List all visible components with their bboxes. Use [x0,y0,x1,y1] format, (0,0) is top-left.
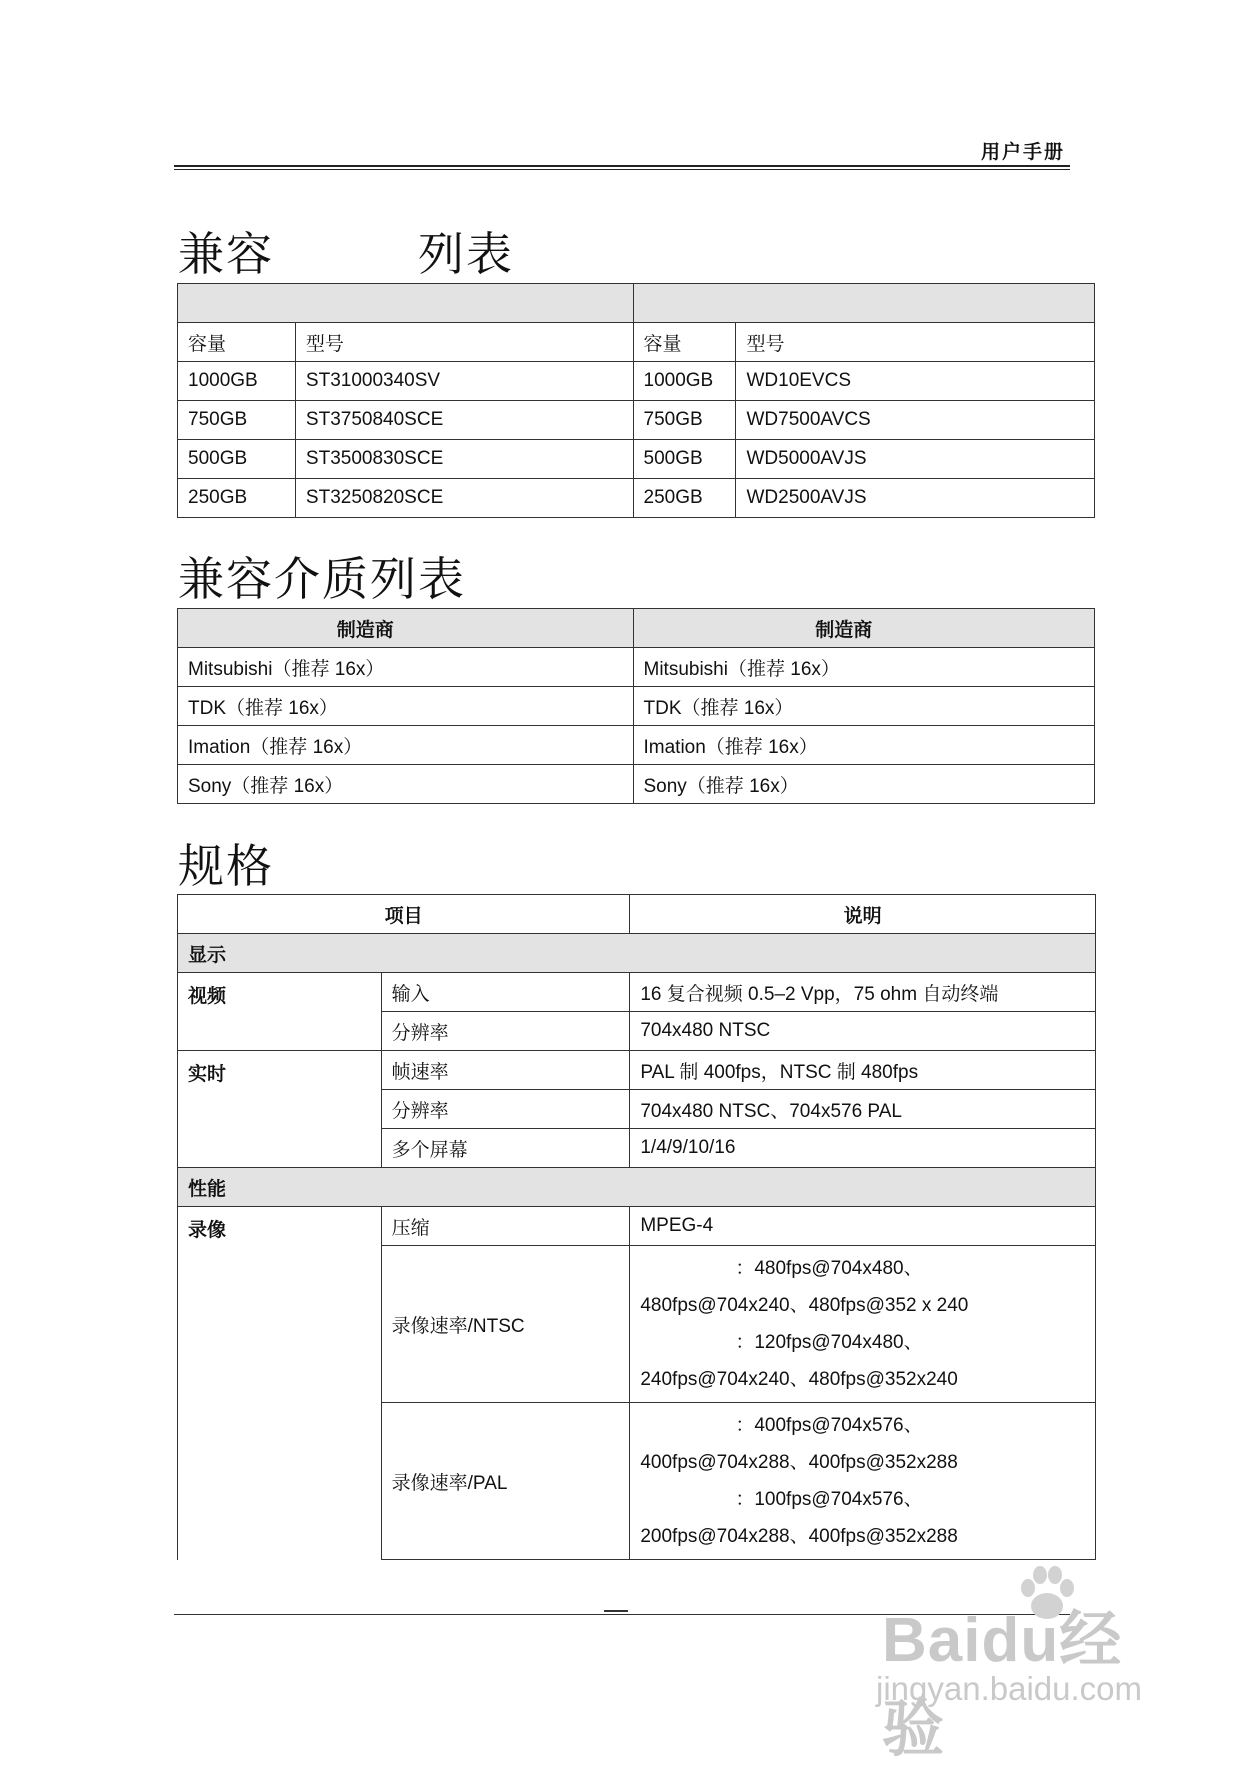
spec-header-row [178,895,1096,934]
watermark-logo: Baidu经验 [882,1606,1123,1764]
table-row [178,1207,1096,1246]
page-number-mark [604,1610,628,1612]
table-cell: 750GB [178,401,296,440]
hdd-header-row [178,323,1095,362]
table-row [178,726,1095,765]
hdd-compat-table [177,283,1095,518]
spec-value: 704x480 NTSC、704x576 PAL [630,1090,1096,1129]
spec-label: 分辨率 [381,1012,630,1051]
spec-label: 压缩 [381,1207,630,1246]
rate-line: ：400fps@704x576、 [735,1415,923,1436]
spec-section-row [178,934,1096,973]
table-cell: Mitsubishi（推荐 16x） [633,648,1095,687]
spec-col-desc: 说明 [630,895,1096,934]
spec-value: 1/4/9/10/16 [630,1129,1096,1168]
table-cell: WD10EVCS [736,362,1095,401]
table-cell: 500GB [178,440,296,479]
rate-line: 240fps@704x240、480fps@352x240 [640,1369,958,1390]
spec-value: PAL 制 400fps，NTSC 制 480fps [630,1051,1096,1090]
spec-label: 录像速率/NTSC [381,1246,630,1403]
rate-line: ：480fps@704x480、 [735,1258,923,1279]
rate-line: 480fps@704x240、480fps@352 x 240 [640,1295,969,1316]
table-cell: ST3750840SCE [295,401,633,440]
spec-label: 多个屏幕 [381,1129,630,1168]
spec-value: MPEG-4 [630,1207,1096,1246]
hdd-brand-left [178,284,634,323]
hdd-col-model: 型号 [295,323,633,362]
table-row [178,648,1095,687]
hdd-section-title: 兼容 列表 [178,227,514,281]
table-cell: ST31000340SV [295,362,633,401]
table-cell: TDK（推荐 16x） [178,687,634,726]
media-header-row [178,609,1095,648]
table-cell: Sony（推荐 16x） [633,765,1095,804]
media-col-manufacturer [178,609,634,648]
table-cell: WD7500AVCS [736,401,1095,440]
table-cell: WD5000AVJS [736,440,1095,479]
table-row [178,1051,1096,1090]
rate-line: ：120fps@704x480、 [735,1332,923,1353]
rate-line: 200fps@704x288、400fps@352x288 [640,1526,958,1547]
watermark-url: jingyan.baidu.com [876,1670,1142,1707]
header-rule [174,165,1070,170]
table-row [178,687,1095,726]
table-row [178,440,1095,479]
spec-table [177,894,1096,1560]
table-cell: ST3500830SCE [295,440,633,479]
spec-section-title: 规格 [178,839,274,893]
rate-line: 400fps@704x288、400fps@352x288 [640,1452,958,1473]
hdd-col-capacity: 容量 [178,323,296,362]
spec-label: 录像速率/PAL [381,1403,630,1560]
spec-value [630,1403,1096,1560]
rate-line: ：100fps@704x576、 [735,1489,923,1510]
spec-section-performance: 性能 [178,1168,1096,1207]
table-cell: Mitsubishi（推荐 16x） [178,648,634,687]
media-col-manufacturer [633,609,1095,648]
table-row [178,973,1096,1012]
table-row [178,479,1095,518]
media-header-text: 制造商 [815,619,873,641]
spec-value: 16 复合视频 0.5–2 Vpp，75 ohm 自动终端 [630,973,1096,1012]
table-row [178,765,1095,804]
media-header-text: 制造商 [336,619,394,641]
hdd-col-capacity: 容量 [633,323,736,362]
spec-col-item: 项目 [178,895,630,934]
table-cell: 1000GB [178,362,296,401]
spec-label: 输入 [381,973,630,1012]
hdd-brand-row [178,284,1095,323]
hdd-col-model: 型号 [736,323,1095,362]
spec-section-display: 显示 [178,934,1096,973]
table-cell: 250GB [178,479,296,518]
spec-section-row [178,1168,1096,1207]
table-cell: 1000GB [633,362,736,401]
table-cell: Imation（推荐 16x） [178,726,634,765]
spec-value [630,1246,1096,1403]
table-cell: Sony（推荐 16x） [178,765,634,804]
spec-group-video: 视频 [178,973,382,1051]
hdd-brand-right [633,284,1095,323]
spec-group-recording: 录像 [178,1207,382,1560]
spec-value: 704x480 NTSC [630,1012,1096,1051]
spec-label: 分辨率 [381,1090,630,1129]
table-cell: TDK（推荐 16x） [633,687,1095,726]
table-cell: 750GB [633,401,736,440]
table-row [178,401,1095,440]
spec-label: 帧速率 [381,1051,630,1090]
table-cell: 250GB [633,479,736,518]
table-cell: WD2500AVJS [736,479,1095,518]
baidu-watermark [872,1560,1172,1764]
media-section-title: 兼容介质列表 [178,552,466,606]
table-cell: 500GB [633,440,736,479]
spec-group-realtime: 实时 [178,1051,382,1168]
media-compat-table [177,608,1095,804]
table-row [178,362,1095,401]
table-cell: ST3250820SCE [295,479,633,518]
page-header-title: 用户手册 [980,141,1065,163]
table-cell: Imation（推荐 16x） [633,726,1095,765]
